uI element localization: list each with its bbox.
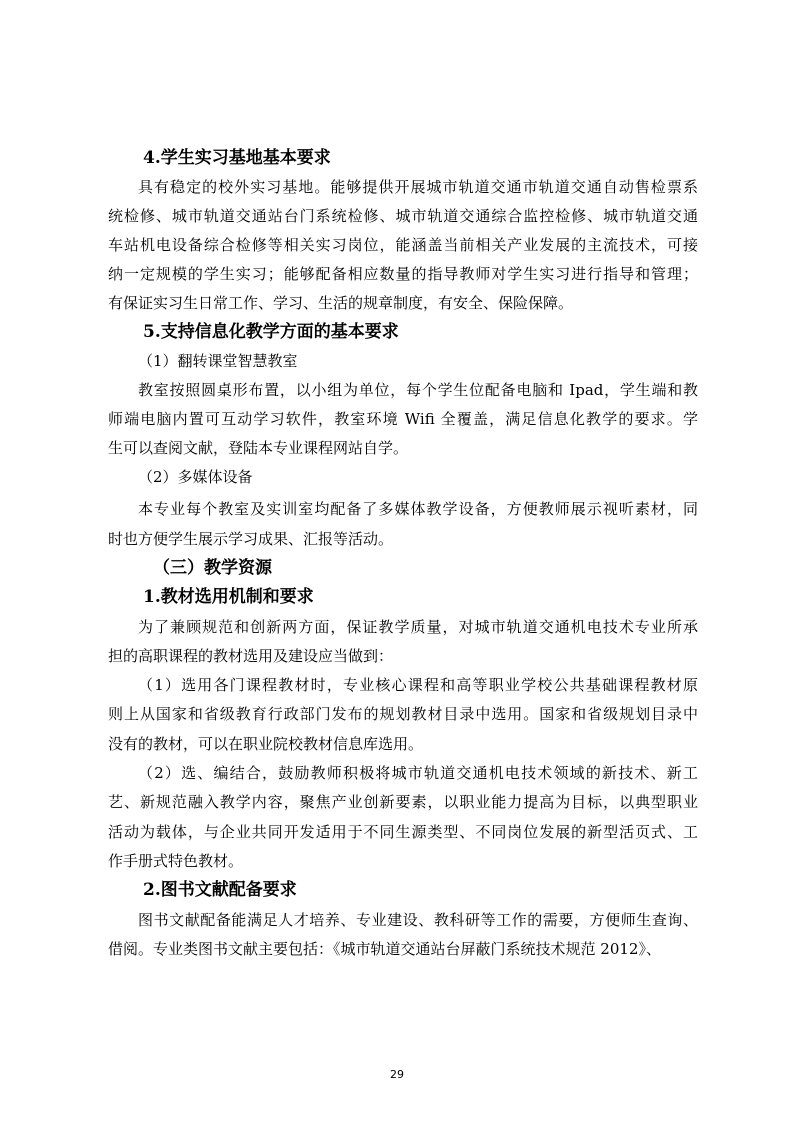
paragraph-line: 生可以查阅文献，登陆本专业课程网站自学。 xyxy=(108,439,409,457)
section-heading-resources: （三）教学资源 xyxy=(153,558,272,578)
subheading-multimedia: （2）多媒体设备 xyxy=(138,468,253,486)
paragraph-line: 作手册式特色教材。 xyxy=(108,852,244,870)
paragraph-line: 借阅。专业类图书文献主要包括：《城市轨道交通站台屏蔽门系统技术规范 2012》、 xyxy=(108,940,661,958)
section-heading-textbooks: 1.教材选用机制和要求 xyxy=(143,587,314,607)
paragraph-line: 艺、新规范融入教学内容，聚焦产业创新要素，以职业能力提高为目标，以典型职业 xyxy=(108,793,698,811)
paragraph-line: 具有稳定的校外实习基地。能够提供开展城市轨道交通市轨道交通自动售检票系 xyxy=(138,178,698,196)
paragraph-line: （2）选、编结合，鼓励教师积极将城市轨道交通机电技术领域的新技术、新工 xyxy=(138,764,698,782)
paragraph-line: 图书文献配备能满足人才培养、专业建设、教科研等工作的需要，方便师生查询、 xyxy=(138,911,698,929)
paragraph-line: 时也方便学生展示学习成果、汇报等活动。 xyxy=(108,530,394,548)
paragraph-line: 为了兼顾规范和创新两方面，保证教学质量，对城市轨道交通机电技术专业所承 xyxy=(138,618,698,636)
paragraph-line: 师端电脑内置可互动学习软件，教室环境 Wifi 全覆盖，满足信息化教学的要求。学 xyxy=(108,410,698,428)
paragraph-line: 担的高职课程的教材选用及建设应当做到： xyxy=(108,647,394,665)
paragraph-line: 统检修、城市轨道交通站台门系统检修、城市轨道交通综合监控检修、城市轨道交通 xyxy=(108,207,698,225)
section-heading-info: 5.支持信息化教学方面的基本要求 xyxy=(143,322,399,342)
section-heading-internship: 4.学生实习基地基本要求 xyxy=(143,148,331,168)
paragraph-line: 车站机电设备综合检修等相关实习岗位，能涵盖当前相关产业发展的主流技术，可接 xyxy=(108,236,698,254)
paragraph-line: 纳一定规模的学生实习；能够配备相应数量的指导教师对学生实习进行指导和管理； xyxy=(108,265,698,283)
paragraph-line: 活动为载体，与企业共同开发适用于不同生源类型、不同岗位发展的新型活页式、工 xyxy=(108,823,698,841)
paragraph-line: （1）选用各门课程教材时，专业核心课程和高等职业学校公共基础课程教材原 xyxy=(138,676,698,694)
subheading-flipped-classroom: （1）翻转课堂智慧教室 xyxy=(138,352,298,370)
paragraph-line: 则上从国家和省级教育行政部门发布的规划教材目录中选用。国家和省级规划目录中 xyxy=(108,705,698,723)
paragraph-line: 没有的教材，可以在职业院校教材信息库选用。 xyxy=(108,735,424,753)
paragraph-line: 本专业每个教室及实训室均配备了多媒体教学设备，方便教师展示视听素材，同 xyxy=(138,500,698,518)
paragraph-line: 有保证实习生日常工作、学习、生活的规章制度，有安全、保险保障。 xyxy=(108,294,574,312)
page-number: 29 xyxy=(390,1068,404,1081)
section-heading-library: 2.图书文献配备要求 xyxy=(143,880,297,900)
paragraph-line: 教室按照圆桌形布置，以小组为单位，每个学生位配备电脑和 Ipad，学生端和教 xyxy=(138,381,698,399)
